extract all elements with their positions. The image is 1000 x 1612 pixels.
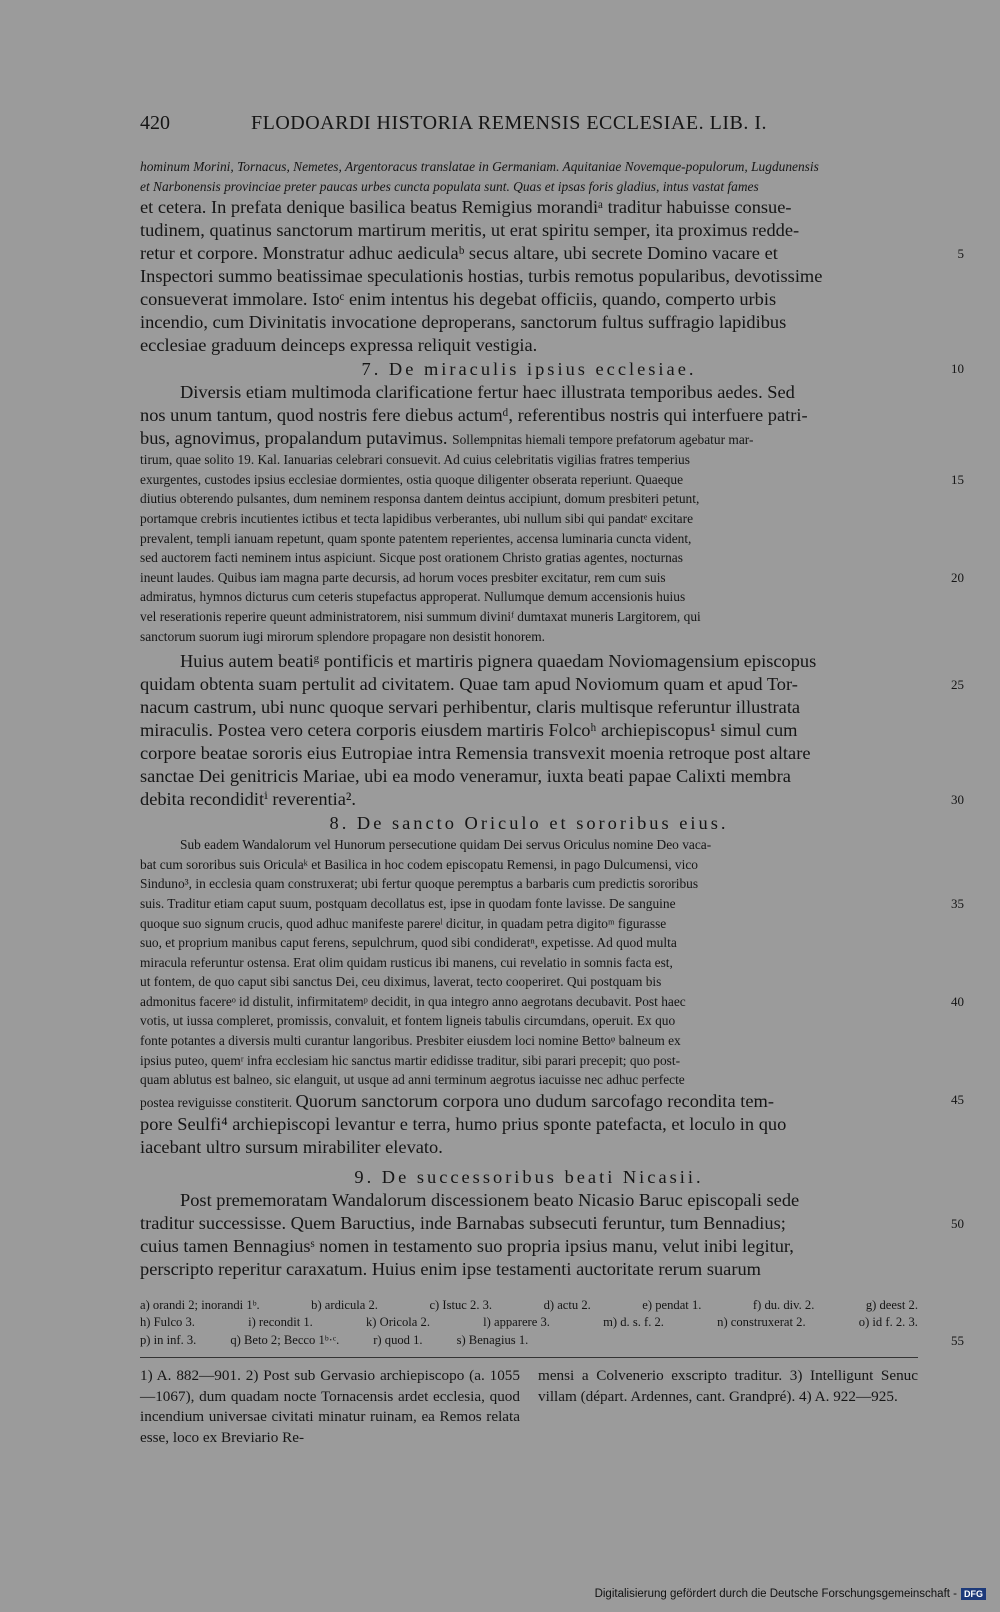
text-line: Huius autem beatiᵍ pontificis et martiris pignera quaedam Noviomagensium episcopus [180,651,817,672]
text-line-content: admonitus facereᵒ id distulit, infirmitatemᵖ decidit, in qua integro anno aegrotans decubavit. Post haec [140,993,686,1009]
text-line: suo, et proprium manibus caput ferens, sepulchrum, quod sibi condideratⁿ, expetisse. Ad quod multa [140,935,677,951]
running-title: FLODOARDI HISTORIA REMENSIS ECCLESIAE. LIB. I. [251,112,767,134]
footnotes-right: mensi a Colvenerio exscripto traditur. 3) Intelligunt Senuc villam (départ. Ardennes, cant. Grandpré). 4) A. 922—925. [538,1367,918,1405]
apparatus-entry: i) recondit 1. [248,1315,313,1330]
line-number: 25 [951,677,964,693]
paragraph-oriculus [140,835,964,1113]
text-line: fonte potantes a diversis multi curantur langoribus. Presbiter eiusdem loci nomine Bettoᵠ balneum ex [140,1033,681,1049]
top-small-text [140,157,918,196]
footnotes-left: 1) A. 882—901. 2) Post sub Gervasio archiepiscopo (a. 1055—1067), dum quadam nocte Tornacensis ardet ecclesia, quod incendium universae civitati minatur ruinam, ea Remos relata esse, loco ex Breviario Re- [140,1367,520,1446]
text-line: miracula referuntur ostensa. Erat olim quidam rusticus ibi manens, cui revelatio in somnis facta est, [140,954,673,970]
apparatus-entry: p) in inf. 3. [140,1332,197,1347]
text-line: corpore beatae sororis eius Eutropiae intra Remensia transvexit moenia retroque post altare [140,743,811,764]
section-heading-8: 8. De sancto Oriculo et sororibus eius. [329,813,729,834]
text-line-content: traditur successisse. Quem Baructius, inde Barnabas subsecuti feruntur, tum Bennadius; [140,1212,786,1233]
text-line-content: ineunt laudes. Quibus iam magna parte decursis, ad horum voces presbiter excitatur, rem cum suis [140,569,666,585]
text-line [140,242,964,265]
section-heading-9: 9. De successoribus beati Nicasii. [354,1166,704,1187]
text-line: tirum, quae solito 19. Kal. Ianuarias celebrari consuevit. Ad cuius celebritatis vigilias fratres temperius [140,452,690,468]
text-line: Post prememoratam Wandalorum discessionem beato Nicasio Baruc episcopali sede [180,1189,800,1210]
text-line-content: quidam obtenta suam pertulit ad civitatem. Quae tam apud Noviomum quam et apud Tor- [140,674,798,695]
text-line: Diversis etiam multimoda clarificatione fertur haec illustrata temporibus aedes. Sed [180,382,795,403]
text-line: portamque crebris incutientes ictibus et tecta lapidibus verberantes, ubi nullum sibi qui pandatᵉ excitare [140,510,694,526]
digitization-footer [595,1588,986,1600]
text-line [140,788,964,811]
text-small: Sollempnitas hiemali tempore prefatorum agebatur mar- [452,432,754,448]
text-line: tudinem, quatinus sanctorum martirum meritis, ut erat spiritu semper, ita proximus redde- [140,220,800,241]
text-line: nacum castrum, ubi nunc quoque servari perhibentur, claris multisque referuntur illustrata [140,697,801,718]
text-line [140,568,964,588]
critical-apparatus [140,1297,964,1350]
text-line: ipsius puteo, quemʳ infra ecclesiam hic sanctus martir edidisse traditur, sibi parari precepit; quo post- [140,1052,681,1068]
text-line: sanctae Dei genitricis Mariae, ubi ea modo veneramur, iuxta beati papae Calixti membra [140,766,791,787]
apparatus-entry: d) actu 2. [543,1297,591,1312]
apparatus-entry: k) Oricola 2. [365,1315,430,1330]
footer-text: Digitalisierung gefördert durch die Deutsche Forschungsgemeinschaft - [594,1588,957,1600]
text-line [140,894,964,914]
running-header [140,112,918,135]
text-line: incendio, cum Divinitatis invocatione deproperans, sanctorum fultus suffragio lapidibus [140,312,787,333]
text-line: quoque suo signum crucis, quod adhuc manifeste parereˡ dicitur, in quadam petra digitoᵐ figurasse [140,915,667,931]
apparatus-entry: q) Beto 2; Becco 1ᵇ·ᶜ. [230,1332,340,1347]
section-heading-7 [140,357,964,381]
line-number: 15 [951,471,964,487]
text-line: vel reserationis reperire queunt administratorem, nisi summum diviniᶠ dumtaxat muneris Largitorem, qui [140,608,701,624]
text-line-content: retur et corpore. Monstratur adhuc aediculaᵇ secus altare, ubi secrete Domino vacare et [140,243,778,264]
apparatus-entry: r) quod 1. [373,1332,423,1347]
text-big: Quorum sanctorum corpora uno dudum sarcofago recondita tem- [295,1090,774,1111]
apparatus-entry: s) Benagius 1. [456,1332,529,1347]
text-line: sed auctorem facti neminem intus aspiciunt. Sicque post orationem Christo gratias agentes, nocturnas [140,550,683,566]
paragraph-miracle [140,381,918,404]
footnote-divider [140,1357,918,1358]
text-line: diutius obterendo pulsantes, dum neminem responsa dantem deintus accipiunt, domum presbiteri petunt, [140,491,700,507]
text-line: perscripto reperitur caraxatum. Huius enim ipse testamenti auctoritate rerum suarum [140,1258,761,1279]
text-line: ecclesiae graduum deinceps expressa reliquit vestigia. [140,335,538,356]
apparatus-entry: f) du. div. 2. [752,1297,815,1312]
line-number: 10 [951,361,964,377]
apparatus-entry: l) apparere 3. [483,1315,550,1330]
line-number: 50 [951,1215,964,1231]
paragraph-relics [140,650,964,811]
text-line [140,427,918,450]
line-number: 55 [951,1332,964,1348]
apparatus-row [140,1314,918,1332]
text-big: bus, agnovimus, propalandum putavimus. [140,428,448,449]
paragraph-miracle-cont [140,404,918,450]
dfg-logo: DFG [961,1588,986,1600]
line-number: 40 [951,993,964,1009]
heading-text: 7. De miraculis ipsius ecclesiae. [361,359,697,380]
line-number: 5 [957,246,964,262]
text-line-content: exurgentes, custodes ipsius ecclesiae dormientes, ostia quoque diligenter obserata reperiunt. Quaeque [140,471,684,487]
text-small: postea reviguisse constiterit. [140,1094,293,1110]
apparatus-entry: h) Fulco 3. [140,1315,195,1330]
text-line: sanctorum suorum iugi mirorum splendore propagare non desistit honorem. [140,628,545,644]
text-line [140,470,964,490]
page [140,112,964,1448]
apparatus-entry: e) pendat 1. [642,1297,702,1312]
text-line: quam ablutus est balneo, sic elanguit, ut usque ad anni terminum aegrotus iacuisse nec adhuc perfecte [140,1072,685,1088]
text-line: Sinduno³, in ecclesia quam construxerat; ubi fertur quoque peremptus a barbaris cum predictis sororibus [140,876,699,892]
text-line: cuius tamen Bennagiusˢ nomen in testamento suo propria ipsius manu, velut inibi legitur, [140,1235,794,1256]
apparatus-entry: m) d. s. f. 2. [603,1315,664,1330]
apparatus-entry: b) ardicula 2. [311,1297,378,1312]
text-line: nos unum tantum, quod nostris fere diebus actumᵈ, referentibus nostris qui interfuere patri- [140,405,808,426]
text-line [140,992,964,1012]
apparatus-entry: g) deest 2. [865,1297,918,1312]
paragraph-miracle-small [140,450,964,646]
text-line: et Narbonensis provinciae preter paucas urbes cuncta populata sunt. Quas et ipsas foris gladius, intus vastat fames [140,178,759,194]
text-line: et cetera. In prefata denique basilica beatus Remigius morandiᵃ traditur habuisse consue- [140,197,792,218]
line-number: 35 [951,895,964,911]
apparatus-entry: c) Istuc 2. 3. [429,1297,493,1312]
apparatus-entry: o) id f. 2. 3. [858,1315,918,1330]
text-line: consueverat immolare. Istoᶜ enim intentus his degebat officiis, quando, comperto urbis [140,289,777,310]
footnotes [140,1366,918,1448]
paragraph-remigius [140,196,964,357]
apparatus-entry: n) construxerat 2. [717,1315,806,1330]
text-line: bat cum sororibus suis Oriculaᵏ et Basilica in hoc codem episcopatu Remensi, in pago Dulcumensi, vico [140,856,698,872]
apparatus-row [140,1297,918,1315]
text-line: Inspectori summo beatissimae speculationis hostias, turbis remotus popularibus, devotissime [140,266,823,287]
text-line: prevalent, templi ianuam repetunt, quam sponte patentem reperientes, accensa luminaria cuncta vident, [140,530,692,546]
text-line: admiratus, hymnos dicturus cum ceteris stupefactus approperat. Nullumque demum accensionis huius [140,589,686,605]
text-line: Sub eadem Wandalorum vel Hunorum persecutione quidam Dei servus Oriculus nomine Deo vaca- [180,837,712,853]
text-line: pore Seulfi⁴ archiepiscopi levantur e terra, humo prius sponte patefacta, et loculo in quo [140,1113,787,1134]
text-line-content: suis. Traditur etiam caput suum, postquam decollatus est, ipse in quodam fonte lavisse. De sanguine [140,895,676,911]
text-line-content: debita recondiditⁱ reverentia². [140,789,357,810]
text-line: ut fontem, de quo caput sibi sanctus Dei, ceu diximus, laverat, tecto cooperiret. Qui postquam bis [140,974,662,990]
text-line: miraculis. Postea vero cetera corporis eiusdem martiris Folcoʰ archiepiscopus¹ simul cum [140,720,798,741]
text-line [140,673,964,696]
text-line [140,1090,964,1113]
line-number: 30 [951,792,964,808]
apparatus-row [140,1332,964,1350]
line-number: 45 [951,1091,964,1107]
paragraph-successors [140,1189,964,1281]
apparatus-entry: a) orandi 2; inorandi 1ᵇ. [140,1297,260,1312]
text-line [140,1212,964,1235]
page-number: 420 [140,112,170,134]
text-line: hominum Morini, Tornacus, Nemetes, Argentoracus translatae in Germaniam. Aquitaniae Novemque-populorum, Lugdunensis [140,159,819,174]
text-line: votis, ut iussa compleret, promissis, convaluit, et fontem ligneis tabulis circumdans, operuit. Ex quo [140,1013,676,1029]
text-line: iacebant ultro sursum mirabiliter elevato. [140,1136,443,1157]
paragraph-oriculus-end [140,1113,918,1159]
line-number: 20 [951,569,964,585]
